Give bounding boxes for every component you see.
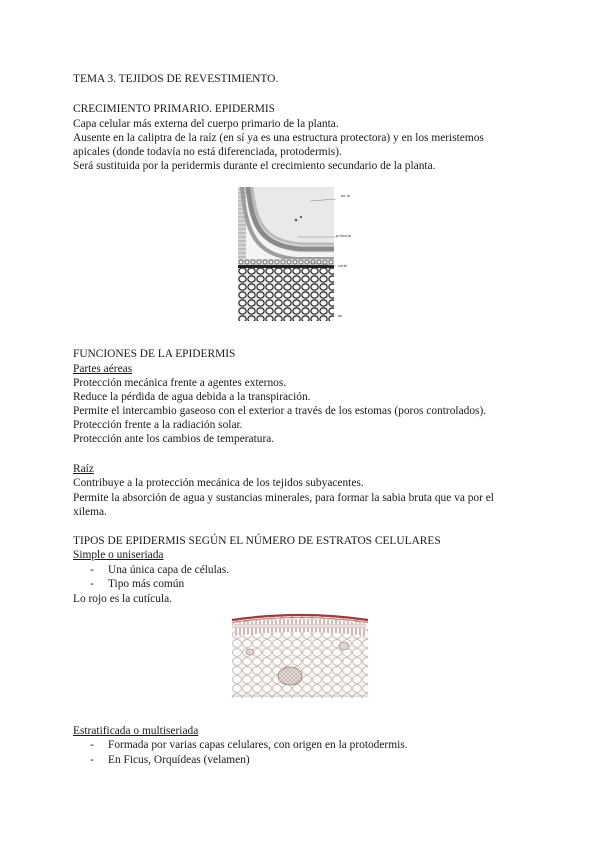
figure-label: de la xyxy=(341,194,350,198)
paragraph-line: Ausente en la caliptra de la raíz (en sí ya es una estructura protectora) y en los meristemos xyxy=(73,132,484,144)
figure-label: corte xyxy=(338,264,348,268)
figure-label: primaria xyxy=(336,234,352,238)
subheading-estratificada: Estratificada o multiseriada xyxy=(73,725,199,737)
paragraph-line: Protección mecánica frente a agentes externos. xyxy=(73,377,287,389)
subheading-raiz: Raíz xyxy=(73,463,94,475)
section-heading-funciones: FUNCIONES DE LA EPIDERMIS xyxy=(73,348,236,360)
section-heading-tipos: TIPOS DE EPIDERMIS SEGÚN EL NÚMERO DE ESTRATOS CELULARES xyxy=(73,535,441,547)
paragraph-line: Será sustituida por la peridermis durante el crecimiento secundario de la planta. xyxy=(73,160,436,172)
paragraph-line: Lo rojo es la cutícula. xyxy=(73,593,173,605)
section-heading-epidermis: CRECIMIENTO PRIMARIO. EPIDERMIS xyxy=(73,103,275,115)
document-page: TEMA 3. TEJIDOS DE REVESTIMIENTO. CRECIMIENTO PRIMARIO. EPIDERMIS Capa celular más externa del cuerpo primario de la planta. Ausente en la caliptra de la raíz (en sí ya es una estructura protectora) y en los meristemos apicales (donde todavía no está diferenciada, protodermis). Será sustituida por la peridermis durante el crecimiento secundario de la planta. de la primaria corte ep FUNCIONES DE LA EPIDERMIS Partes aéreas Protección mecánica frente a agentes externos. Reduce la pérdida de agua debida a la transpiración. Permite el intercambio gaseoso con el exterior a través de los estomas (poros controlados). Protección frente a la radiación solar. Protección ante los cambios de temperatura. Raíz Contribuye a la protección mecánica de los tejidos subyacentes. Permite la absorción de agua y sustancias minerales, para formar la sabia bruta que va por el xilema. TIPOS DE EPIDERMIS SEGÚN EL NÚMERO DE ESTRATOS CELULARES Simple o uniseriada - Una única capa de células. - Tipo más común Lo rojo es la cutícula. Estratificada o multiseriada - Formada por varias capas celulares, con origen en la protodermis. - En Ficus, Orquídeas (velamen) xyxy=(73,73,494,766)
page-title: TEMA 3. TEJIDOS DE REVESTIMIENTO. xyxy=(73,73,279,85)
paragraph-line: Capa celular más externa del cuerpo primario de la planta. xyxy=(73,118,339,130)
leaf-epidermis-micrograph xyxy=(232,612,368,698)
paragraph-line: Permite la absorción de agua y sustancias minerales, para formar la sabia bruta que va por el xyxy=(73,492,494,504)
paragraph-line: Contribuye a la protección mecánica de los tejidos subyacentes. xyxy=(73,477,364,489)
paragraph-line: Reduce la pérdida de agua debida a la transpiración. xyxy=(73,391,311,403)
figure-label: ep xyxy=(338,314,343,318)
paragraph-line: apicales (donde todavía no está diferenciada, protodermis). xyxy=(73,146,342,158)
paragraph-line: Protección ante los cambios de temperatura. xyxy=(73,433,275,445)
paragraph-line: Permite el intercambio gaseoso con el exterior a través de los estomas (poros controlados). xyxy=(73,405,487,417)
paragraph-line: Protección frente a la radiación solar. xyxy=(73,419,243,431)
subheading-simple: Simple o uniseriada xyxy=(73,549,164,561)
root-epidermis-micrograph xyxy=(238,187,362,321)
paragraph-line: xilema. xyxy=(73,506,107,518)
subheading-partes-aereas: Partes aéreas xyxy=(73,363,133,375)
